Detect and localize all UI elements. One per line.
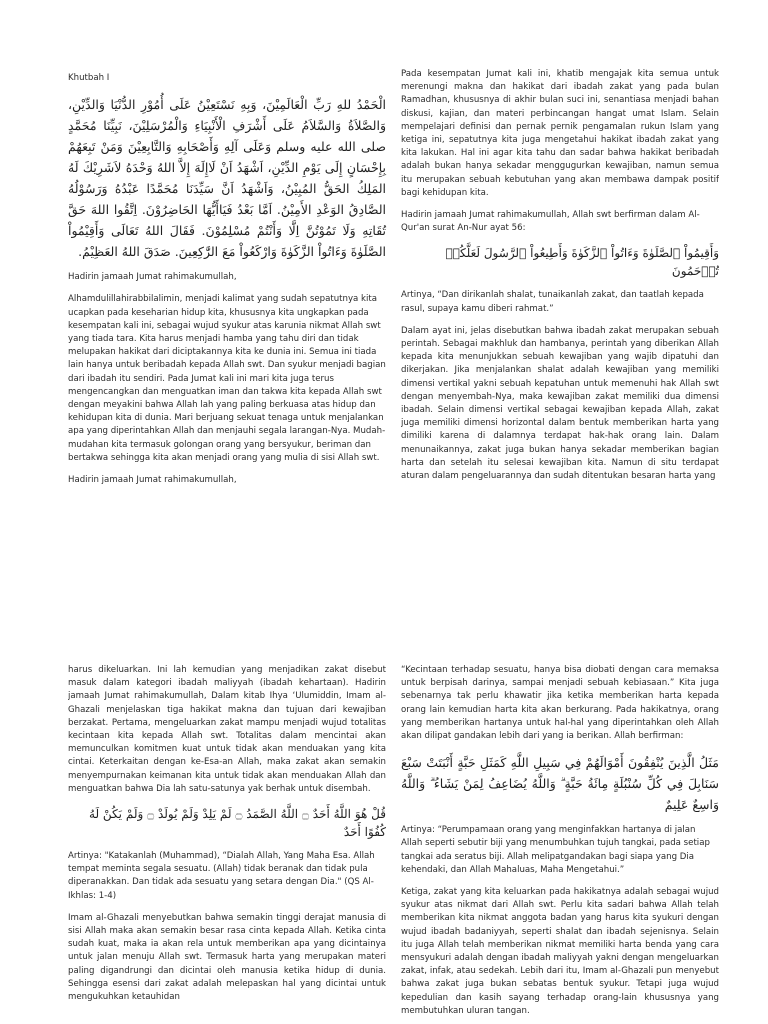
arabic-verse-an-nur: وَأَقِيمُواْ ٱلصَّلَوٰةَ وَءَاتُواْ ٱلزَّكَوٰةَ وَأَطِيعُواْ ٱلرَّسُولَ لَعَلَّكُمۡ تُرۡحَمُونَ [445, 246, 719, 279]
body-paragraph: Alhamdulillahirabbilalimin, menjadi kalimat yang sudah sepatutnya kita ucapkan pada keseharian hidup kita, khususnya kita ungkapkan pada kesempatan kali ini, sebagai wujud syukur atas karunia nikmat Allah swt yang tiada tara. Kita harus menjadi hamba yang tahu diri dan tidak melupakan hakikat dari diciptakannya kita ke dunia ini. Semua ini tiada lain hanya untuk beribadah kepada Allah swt. Dan syukur menjadi bagian dari ibadah itu sendiri. Pada Jumat kali ini mari kita juga terus mengencangkan dan menguatkan iman dan takwa kita kepada Allah swt dengan meyakini bahwa Allah lah yang paling berkuasa atas hidup dan kehidupan kita di dunia. Mari berjuang sekuat tenaga untuk menjalankan apa yang diperintahkan Allah dan menjauhi segala larangan-Nya. Mudah-mudahan kita termasuk golongan orang yang bersyukur, beriman dan bertakwa sehingga kita akan menjadi orang yang mulia di sisi Allah swt. [68, 294, 386, 463]
khutbah-title: Khutbah I [68, 73, 110, 83]
arabic-al-ikhlas: قُلْ هُوَ اللَّهُ أَحَدٌ ۝ اللَّهُ الصَّمَدُ ۝ لَمْ يَلِدْ وَلَمْ يُولَدْ ۝ وَلَمْ يَكُنْ لَهُ كُفُوًا أَحَدٌ [89, 807, 386, 840]
page2-right-column [401, 664, 719, 1024]
quote-paragraph: “Kecintaan terhadap sesuatu, hanya bisa diobati dengan cara memaksa untuk berpisah darinya, sampai menjadi sebuah kebiasaan.” Kita juga sebenarnya tak perlu khawatir jika ketika memberikan harta kepada orang lain kemudian harta kita akan berkurang. Pada hakikatnya, orang yang memberikan hartanya untuk hal-hal yang diperintahkan oleh Allah akan dilipat gandakan lebih dari yang ia berikan. Allah berfirman: [401, 665, 719, 742]
intro-paragraph: Pada kesempatan Jumat kali ini, khatib mengajak kita semua untuk merenungi makna dan hakikat dari ibadah zakat yang pada bulan Ramadhan, khususnya di akhir bulan suci ini, senantiasa menjadi bahan diskusi, kajian, dan materi perbincangan hangat umat Islam. Selain mempelajari definisi dan pernak pernik pengamalan rukun Islam yang ketiga ini, sepatutnya kita juga mengetahui hakikat ibadah zakat yang kita lakukan. Hal ini agar kita tahu dan sadar bahwa hakikat beribadah adalah bukan hanya sekadar menggugurkan kewajiban, namun semua itu merupakan sebuah kebutuhan yang akan membawa dampak positif bagi kehidupan kita. [401, 69, 719, 198]
arabic-opening-prayer: الْحَمْدُ للهِ رَبِّ الْعَالَمِيْنَ، وَبِهِ نَسْتَعِيْنُ عَلَى أُمُوْرِ الدُّنْيَا وَالدِّيْنِ، وَالصَّلاَةُ وَالسَّلاَمُ عَلَى أَشْرَفِ الْأَنْبِيَاءِ وَالْمُرْسَلِيْنَ، نَبِيِّنَا مُحَمَّدٍ صلى الله عليه وسلم وَعَلَى آلِهِ وَأَصْحَابِهِ وَالتَّابِعِيْنَ وَمَنْ تَبِعَهُمْ بِإِحْسَانٍ إِلَى يَوْمِ الدِّيْنِ، اَشْهَدُ اَنْ لَاإِلَهَ إِلاَّ اللهُ وَحْدَهُ لاَشَرِيْكَ لَهُ المَلِكُ الحَقُّ المُبِيْنُ، وَاَشْهَدُ اَنَّ سَيِّدَنَا مُحَمَّدًا عَبْدُهُ وَرَسُوْلُهُ الصَّادِقُ الوَعْدِ الأَمِيْنُ. اَمَّا بَعْدُ فَيَاأَيُّهَا الحَاضِرُوْنَ. اِتَّقُوا اللهَ حَقَّ تُقَاتِهِ وَلَا تَمُوْتُنَّ اِلَّا وَأَنْتُمْ مُسْلِمُوْنَ. فَقَالَ اللهُ تَعَالَى وَأَقِيْمُواْ الصَّلَوٰةَ وَءَاتُواْ الزَّكَوٰةَ وَارْكَعُواْ مَعَ الرَّٰكِعِينَ. صَدَقَ اللهُ العَظِيْمُ. [68, 97, 386, 260]
body-paragraph: harus dikeluarkan. Ini lah kemudian yang menjadikan zakat disebut masuk dalam kategori ibadah maliyyah (ibadah kehartaan). Hadirin jamaah Jumat rahimakumullah, Dalam kitab Ihya ‘Ulumiddin, Imam al-Ghazali menjelaskan tiga hakikat makna dan tujuan dari kewajiban berzakat. Pertama, mengeluarkan zakat mampu menjadi wujud totalitas kecintaan kita kepada Allah swt. Totalitas dalam mencintai akan memunculkan komitmen kuat untuk tidak akan menduakan yang kita cintai. Keterkaitan dengan ke-Esa-an Allah, maka zakat akan semakin menyempurnakan keimanan kita untuk tidak akan menduakan Allah dan menguatkan bahwa Dia lah satu-satunya yak berhak untuk disembah. [68, 665, 386, 794]
verse-translation: Artinya: "Katakanlah (Muhammad), “Dialah Allah, Yang Maha Esa. Allah tempat meminta segala sesuatu. (Allah) tidak beranak dan tidak pula diperanakkan. Dan tidak ada sesuatu yang setara dengan Dia." (QS Al-Ikhlas: 1-4) [68, 851, 375, 901]
page2-left-column [68, 664, 386, 1024]
greeting-paragraph: Hadirin jamaah Jumat rahimakumullah, [68, 272, 237, 283]
verse-translation: Artinya, “Dan dirikanlah shalat, tunaikanlah zakat, dan taatlah kepada rasul, supaya kamu diberi rahmat.” [401, 290, 704, 314]
page1-left-column [68, 72, 386, 496]
arabic-al-baqarah: مَثَلُ الَّذِينَ يُنْفِقُونَ أَمْوَالَهُمْ فِي سَبِيلِ اللَّهِ كَمَثَلِ حَبَّةٍ أَنْبَتَتْ سَبْعَ سَنَابِلَ فِي كُلِّ سُنْبُلَةٍ مِائَةُ حَبَّةٍ ۗ وَاللَّهُ يُضَاعِفُ لِمَنْ يَشَاءُ ۗ وَاللَّهُ وَاسِعٌ عَلِيمٌ [401, 755, 719, 813]
page1-right-column [401, 68, 719, 528]
body-paragraph: Ketiga, zakat yang kita keluarkan pada hakikatnya adalah sebagai wujud syukur atas nikmat dari Allah swt. Perlu kita sadari bahwa Allah telah memberikan kita nikmat anggota badan yang harus kita syukuri dengan wujud ibadah badaniyyah, seperti shalat dan ibadah sejenisnya. Selain itu juga Allah telah memberikan nikmat memiliki harta benda yang cara mensyukuri adalah dengan ibadah maliyyah yakni dengan mengeluarkan zakat, infak, atau sedekah. Lebih dari itu, Imam al-Ghazali pun menyebut bahwa zakat juga bukan sebatas bentuk syukur. Tetapi juga wujud kepedulian dan kasih sayang terhadap orang-lain khususnya yang membutuhkan uluran tangan. [401, 887, 719, 1016]
verse-intro: Hadirin jamaah Jumat rahimakumullah, Allah swt berfirman dalam Al-Qur'an surat An-Nur ayat 56: [401, 210, 700, 234]
greeting-paragraph: Hadirin jamaah Jumat rahimakumullah, [68, 475, 237, 486]
body-paragraph: Imam al-Ghazali menyebutkan bahwa semakin tinggi derajat manusia di sisi Allah maka akan semakin besar rasa cinta kepada Allah. Ketika cinta sudah kuat, maka ia akan rela untuk memberikan apa yang dicintainya untuk jalan menuju Allah swt. Termasuk harta yang merupakan materi paling digandrungi dan dicintai oleh manusia ketika hidup di dunia. Sehingga esensi dari zakat adalah melepaskan hal yang dicintai untuk mengukuhkan ketauhidan [68, 912, 386, 1003]
verse-translation: Artinya: “Perumpamaan orang yang menginfakkan hartanya di jalan Allah seperti sebutir biji yang menumbuhkan tujuh tangkai, pada setiap tangkai ada seratus biji. Allah melipatgandakan bagi siapa yang Dia kehendaki, dan Allah Mahaluas, Maha Mengetahui.” [401, 825, 710, 875]
body-paragraph: Dalam ayat ini, jelas disebutkan bahwa ibadah zakat merupakan sebuah perintah. Sebagai makhluk dan hambanya, perintah yang diberikan Allah kepada kita menunjukkan sebuah kewajiban yang wajib dipatuhi dan dikerjakan. Jika menjalankan shalat adalah kewajiban yang memiliki dimensi vertikal yakni sebuah kepatuhan untuk memenuhi hak Allah swt dengan menyembah-Nya, maka kewajiban zakat memiliki dua dimensi ibadah. Selain dimensi vertikal sebagai kewajiban kepada Allah, zakat juga memiliki dimensi horizontal dalam bentuk memberikan harta yang dimiliki karena di dalamnya terdapat hak-hak orang lain. Dalam menunaikannya, zakat juga bukan hanya sekadar memberikan bagian harta dan setelah itu selesai kewajiban kita. Namun di situ terdapat aturan dalam pengeluarannya dan sudah ditentukan besaran harta yang [401, 325, 719, 482]
